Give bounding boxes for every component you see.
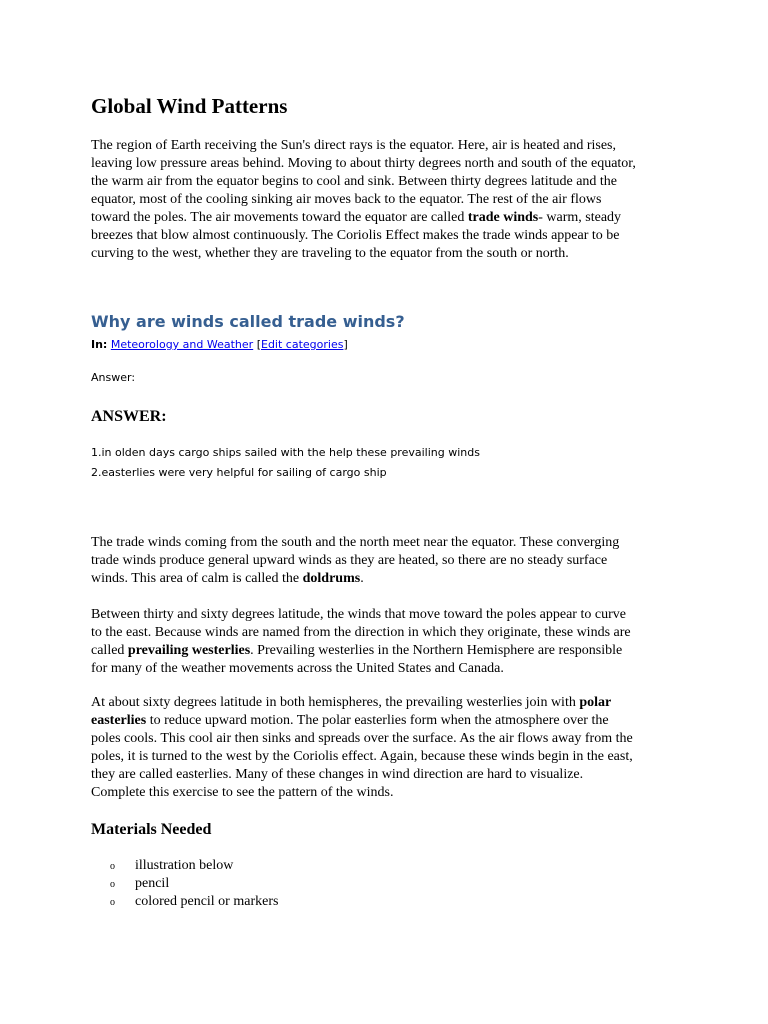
answer-label: Answer:: [91, 371, 136, 384]
paragraph-text: called: [91, 643, 128, 658]
paragraph-text: to reduce upward motion. The polar easterlies form when the atmosphere over the: [146, 713, 609, 728]
doldrums-paragraph: [91, 534, 619, 588]
paragraph-line: [91, 570, 619, 588]
bullet-icon: o: [110, 897, 115, 908]
bracket-open: [: [256, 338, 261, 351]
easterlies-paragraph: [91, 694, 633, 802]
westerlies-paragraph: [91, 606, 631, 678]
paragraph-line: trade winds produce general upward winds as they are heated, so there are no steady surface: [91, 553, 608, 568]
bullet-icon: o: [110, 861, 115, 872]
intro-line: leaving low pressure areas behind. Moving to about thirty degrees north and south of the equator,: [91, 156, 636, 171]
intro-text: toward the poles. The air movements toward the equator are called: [91, 210, 468, 225]
intro-line: the warm air from the equator begins to cool and sink. Between thirty degrees latitude and the: [91, 174, 618, 189]
doldrums-term: doldrums: [302, 571, 361, 586]
intro-line: equator, most of the cooling sinking air moves back to the equator. The rest of the air flows: [91, 192, 602, 207]
list-item-text: illustration below: [135, 858, 234, 873]
trade-winds-term: trade winds: [467, 210, 539, 225]
bullet-icon: o: [110, 879, 115, 890]
answer-item: 2.easterlies were very helpful for sailing of cargo ship: [91, 466, 387, 479]
list-item-text: colored pencil or markers: [135, 894, 279, 909]
paragraph-text: .: [360, 571, 364, 586]
answer-item: 1.in olden days cargo ships sailed with the help these prevailing winds: [91, 446, 480, 459]
intro-line: [91, 209, 636, 227]
paragraph-line: poles, it is turned to the west by the Coriolis effect. Again, because these winds begin in the east,: [91, 749, 633, 764]
paragraph-text: At about sixty degrees latitude in both hemispheres, the prevailing westerlies join with: [91, 695, 580, 710]
easterlies-term: easterlies: [91, 713, 147, 728]
in-label: In:: [91, 338, 108, 351]
answer-heading: ANSWER:: [91, 408, 167, 425]
materials-heading: Materials Needed: [91, 821, 212, 838]
question-title: Why are winds called trade winds?: [91, 312, 405, 331]
paragraph-line: [91, 694, 633, 712]
paragraph-text: . Prevailing westerlies in the Northern Hemisphere are responsible: [250, 643, 623, 658]
edit-categories-link[interactable]: Edit categories: [261, 338, 344, 351]
list-item-text: pencil: [135, 876, 170, 891]
paragraph-line: The trade winds coming from the south and the north meet near the equator. These converging: [91, 535, 620, 550]
paragraph-line: Between thirty and sixty degrees latitude, the winds that move toward the poles appear to curve: [91, 607, 626, 622]
intro-line: curving to the west, whether they are traveling to the equator from the south or north.: [91, 246, 569, 261]
intro-line: The region of Earth receiving the Sun's direct rays is the equator. Here, air is heated and rises,: [91, 138, 617, 153]
category-link[interactable]: Meteorology and Weather: [110, 338, 254, 351]
paragraph-line: to the east. Because winds are named from the direction in which they originate, these winds are: [91, 625, 631, 640]
paragraph-line: [91, 712, 633, 730]
paragraph-text: winds. This area of calm is called the: [91, 571, 303, 586]
paragraph-line: [91, 642, 631, 660]
intro-line: breezes that blow almost continuously. The Coriolis Effect makes the trade winds appear to be: [91, 228, 620, 243]
bracket-close: ]: [343, 338, 348, 351]
page-title: Global Wind Patterns: [91, 94, 288, 118]
paragraph-line: they are called easterlies. Many of these changes in wind direction are hard to visualize.: [91, 767, 584, 782]
paragraph-line: poles cools. This cool air then sinks and spreads over the surface. As the air flows away from the: [91, 731, 633, 746]
paragraph-line: for many of the weather movements across the United States and Canada.: [91, 661, 504, 676]
paragraph-line: Complete this exercise to see the pattern of the winds.: [91, 785, 394, 800]
category-line: [91, 337, 348, 352]
intro-text: - warm, steady: [538, 210, 622, 225]
intro-paragraph: [91, 137, 636, 263]
polar-term: polar: [579, 695, 612, 710]
prevailing-westerlies-term: prevailing westerlies: [127, 643, 251, 658]
